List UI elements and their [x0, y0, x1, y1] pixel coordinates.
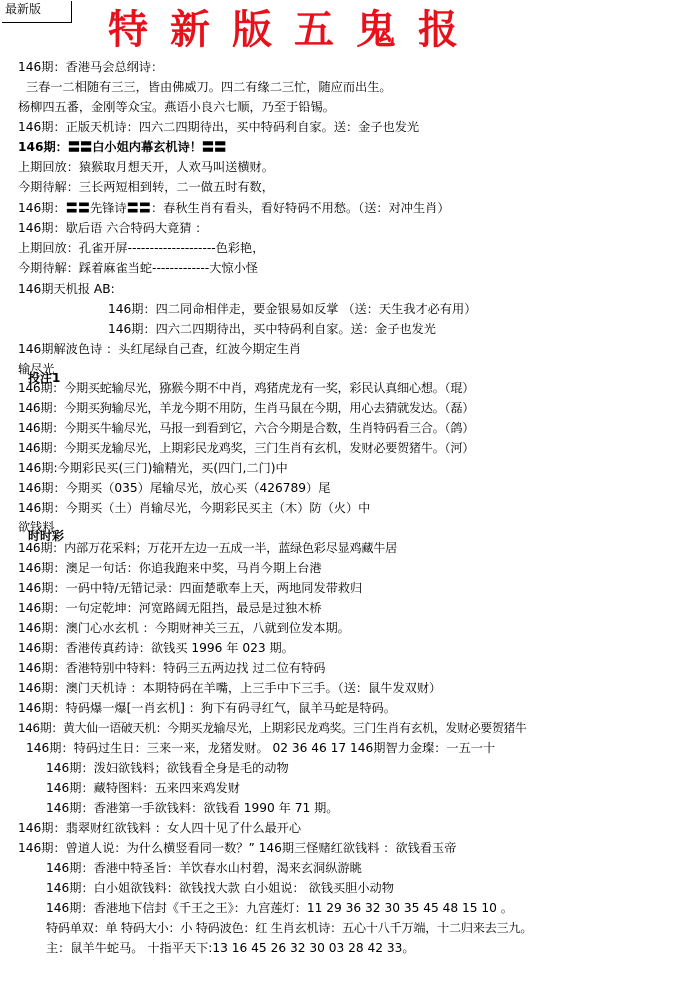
text-line: 146期：白小姐欲钱料：欲钱找大款 白小姐说： 欲钱买胆小动物 [46, 881, 394, 895]
text-line: 146期解波色诗 ：头红尾绿自己查，红波今期定生肖 [18, 342, 302, 356]
text-line: 146期：一码中特/无错记录：四面楚歌奉上天，两地同发带救归 [18, 581, 363, 595]
edition-badge: 最新版 [2, 1, 72, 23]
text-line: 146期:今期彩民买(三门)输精光，买(四门,二门)中 [18, 461, 288, 475]
text-line: 146期：曾道人说：为什么横竖看同一数？” 146期三怪赌红欲钱料 ：欲钱看玉帝 [18, 841, 457, 855]
text-line: 146期：今期买蛇输尽光，猕猴今期不中肖，鸡猪虎龙有一奖，彩民认真细心想。（琨） [18, 381, 475, 395]
text-line: 146期：一句定乾坤：河宽路阔无阻挡，最忌是过独木桥 [18, 601, 322, 615]
text-line: 146期：正版天机诗：四六二四期待出，买中特码利自家。送：金子也发光 [18, 120, 420, 134]
text-line: 146期：香港中特圣旨：羊饮春水山村碧，渴来玄洞纵游眺 [46, 861, 362, 875]
text-line: 146期：藏特图料：五来四来鸡发财 [46, 781, 240, 795]
text-line: 146期：香港马会总纲诗： [18, 60, 164, 74]
text-line: 146期：香港传真药诗：欲钱买 1996 年 023 期。 [18, 641, 294, 655]
text-line: 146期：〓〓先锋诗〓〓：春秋生肖有看头，看好特码不用愁。（送：对冲生肖） [18, 201, 450, 215]
text-line: 146期：内部万花采料；万花开左边一五成一半，蓝绿色彩尽显鸡藏牛居 [18, 541, 397, 555]
text-line: 146期：〓〓白小姐内幕玄机诗！〓〓 [18, 140, 227, 154]
text-line: 今期待解：踩着麻雀当蛇-------------大惊小怪 [18, 261, 258, 275]
text-line: 146期：澳门心水玄机 ：今期财神关三五，八就到位发本期。 [18, 621, 350, 635]
text-line: 上期回放：猿猴取月想天开，人欢马叫送横财。 [18, 160, 274, 174]
text-line: 今期待解：三长两短相到转，二一做五时有数， [18, 180, 274, 194]
text-line: 146期：今期买狗输尽光，羊龙今期不用防，生肖马鼠在今期，用心去猜就发达。（磊） [18, 401, 475, 415]
text-line: 146期：今期买（035）尾输尽光，放心买（426789）尾 [18, 481, 331, 495]
text-line: 146期：今期买牛输尽光，马报一到看到它，六合今期是合数，生肖特码看三合。（鸽） [18, 421, 475, 435]
text-line: 特码单双：单 特码大小：小 特码波色：红 生肖玄机诗：五心十八千万端，十二归来去三九。 [46, 921, 533, 935]
text-line: 146期：特码爆一爆[一肖玄机] ：狗下有码寻红气，鼠羊马蛇是特码。 [18, 701, 396, 715]
text-line: 146期：黄大仙一语破天机：今期买龙输尽光，上期彩民龙鸡奖。三门生肖有玄机，发财必要贺猪牛 [18, 721, 527, 735]
text-line: 146期：特码过生日：三来一来，龙猪发财。 02 36 46 17 146期智力金璨：一五一十 [26, 741, 496, 755]
text-line: 146期：澳足一句话：你追我跑来中奖，马肖今期上台港 [18, 561, 322, 575]
section-label: 投注1 [28, 371, 61, 385]
text-line: 146期：四六二四期待出，买中特码利自家。送：金子也发光 [108, 322, 436, 336]
text-line: 146期：澳门天机诗 ：本期特码在羊嘴，上三手中下三手。（送：鼠牛发双财） [18, 681, 442, 695]
text-line: 146期：今期买龙输尽光，上期彩民龙鸡奖，三门生肖有玄机，发财必要贺猪牛。（河） [18, 441, 475, 455]
text-line: 杨柳四五番，金刚等众宝。燕语小良六七顺，乃至于铅锡。 [18, 100, 335, 114]
text-line: 146期：今期买（土）肖输尽光，今期彩民买主（木）防（火）中 [18, 501, 371, 515]
text-line: 146期：翡翠财红欲钱料 ：女人四十见了什么最开心 [18, 821, 302, 835]
text-line: 146期：四二同命相伴走，要金银易如反掌 （送：天生我才必有用） [108, 302, 477, 316]
text-line: 146期：香港地下信封《千王之王》：九宫莲灯：11 29 36 32 30 35 45 48 15 10 。 [46, 901, 513, 915]
text-line: 上期回放：孔雀开屏--------------------色彩艳， [18, 241, 265, 255]
text-line: 主：鼠羊牛蛇马。 十指平天下:13 16 45 26 32 30 03 28 42 33。 [46, 941, 415, 955]
page-title: 特新版五鬼报 [108, 6, 480, 53]
text-line: 146期：泼妇欲钱料；欲钱看全身是毛的动物 [46, 761, 289, 775]
text-line: 146期：歇后语 六合特码大竟猜 ： [18, 221, 208, 235]
text-line: 146期：香港特别中特料：特码三五两边找 过二位有特码 [18, 661, 326, 675]
text-line: 三春一二相随有三三，皆由佛威刀。四二有缘二三忙，随应而出生。 [26, 80, 392, 94]
text-line: 欲钱料 [18, 520, 55, 534]
text-line: 输尽光 [18, 362, 55, 376]
section-label: 时时彩 [28, 529, 65, 543]
text-line: 146期天机报 AB: [18, 282, 115, 296]
text-line: 146期：香港第一手欲钱料：欲钱看 1990 年 71 期。 [46, 801, 339, 815]
